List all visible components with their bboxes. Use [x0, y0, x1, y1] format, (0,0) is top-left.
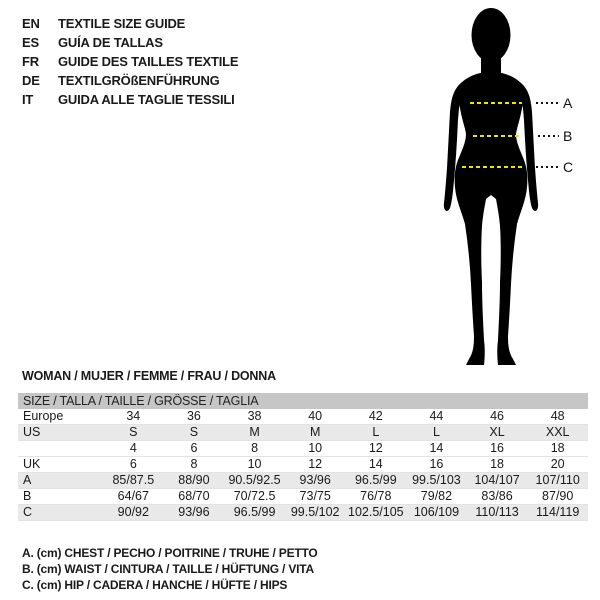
language-title: GUIDA ALLE TAGLIE TESSILI — [58, 92, 235, 107]
table-cell: 106/109 — [413, 505, 460, 519]
table-cell: 4 — [129, 441, 137, 455]
table-cell: 93/96 — [178, 505, 210, 519]
table-cell: 99.5/103 — [412, 473, 461, 487]
table-cell: 102.5/105 — [348, 505, 404, 519]
table-row-chest — [18, 473, 588, 489]
row-label: C — [23, 505, 33, 519]
measurement-legend — [22, 545, 318, 593]
table-cell: L — [372, 425, 380, 439]
table-cell: 14 — [429, 441, 444, 455]
table-cell: 8 — [190, 457, 198, 471]
language-code: IT — [22, 92, 34, 107]
table-header: SIZE / TALLA / TAILLE / GRÖSSE / TAGLIA — [18, 393, 588, 409]
table-row-uk — [18, 457, 588, 473]
table-cell: 12 — [308, 457, 323, 471]
table-cell: 48 — [550, 409, 565, 423]
table-cell: 6 — [190, 441, 198, 455]
table-cell: 68/70 — [178, 489, 210, 503]
row-label: Europe — [23, 409, 64, 423]
language-title: GUÍA DE TALLAS — [58, 35, 163, 50]
language-code: DE — [22, 73, 40, 88]
table-cell: L — [432, 425, 440, 439]
row-label: UK — [23, 457, 41, 471]
table-cell: 114/119 — [536, 505, 580, 519]
language-code: FR — [22, 54, 39, 69]
table-row-us-numeric — [18, 441, 588, 457]
table-cell: 18 — [550, 441, 565, 455]
section-title: WOMAN / MUJER / FEMME / FRAU / DONNA — [22, 369, 276, 383]
language-title: GUIDE DES TAILLES TEXTILE — [58, 54, 239, 69]
legend-waist: B. (cm) WAIST / CINTURA / TAILLE / HÜFTUNG / VITA — [22, 562, 314, 576]
table-cell: 99.5/102 — [290, 505, 340, 519]
chest-label: A — [563, 95, 573, 111]
waist-label: B — [563, 128, 573, 144]
table-cell: 87/90 — [542, 489, 574, 503]
table-row-europe — [18, 409, 588, 425]
table-cell: M — [309, 425, 321, 439]
table-cell: 64/67 — [117, 489, 149, 503]
table-cell: 6 — [129, 457, 137, 471]
table-cell: 36 — [186, 409, 201, 423]
size-table — [18, 393, 588, 521]
table-cell: 10 — [308, 441, 323, 455]
table-cell: 14 — [368, 457, 383, 471]
language-title: TEXTILGRÖßENFÜHRUNG — [58, 73, 220, 88]
legend-hip: C. (cm) HIP / CADERA / HANCHE / HÜFTE / HIPS — [22, 578, 288, 592]
table-cell: 40 — [308, 409, 323, 423]
table-cell: 18 — [490, 457, 505, 471]
row-label: US — [23, 425, 41, 439]
table-cell: 104/107 — [474, 473, 520, 487]
woman-silhouette-icon — [420, 0, 600, 380]
table-row-waist — [18, 489, 588, 505]
table-cell: 96.5/99 — [354, 473, 397, 487]
table-cell: 85/87.5 — [112, 473, 155, 487]
table-cell: 110/113 — [475, 505, 519, 519]
language-code: EN — [22, 16, 40, 31]
table-cell: M — [249, 425, 260, 439]
table-cell: 38 — [247, 409, 262, 423]
row-label: B — [23, 489, 32, 503]
language-row — [22, 33, 238, 52]
table-cell: 88/90 — [178, 473, 210, 487]
table-cell: 10 — [247, 457, 262, 471]
table-cell: XL — [489, 425, 505, 439]
table-cell: 46 — [490, 409, 505, 423]
table-cell: 70/72.5 — [233, 489, 276, 503]
hip-label: C — [563, 159, 574, 175]
table-cell: 93/96 — [299, 473, 331, 487]
table-cell: 34 — [126, 409, 141, 423]
table-cell: 73/75 — [299, 489, 331, 503]
table-cell: 16 — [429, 457, 444, 471]
table-cell: 96.5/99 — [233, 505, 276, 519]
table-cell: 90.5/92.5 — [228, 473, 281, 487]
table-cell: 83/86 — [481, 489, 513, 503]
table-cell: 76/78 — [360, 489, 392, 503]
row-label — [18, 441, 103, 456]
table-cell: 107/110 — [535, 473, 580, 487]
language-row — [22, 71, 238, 90]
language-title: TEXTILE SIZE GUIDE — [58, 16, 186, 31]
size-guide-figure — [420, 0, 600, 380]
table-cell: 12 — [368, 441, 383, 455]
language-list — [22, 14, 238, 109]
table-cell: XXL — [545, 425, 570, 439]
table-row-us — [18, 425, 588, 441]
language-code: ES — [22, 35, 39, 50]
table-row-hip — [18, 505, 588, 521]
language-row — [22, 52, 238, 71]
silhouette-body — [455, 72, 528, 365]
language-row — [22, 14, 238, 33]
table-cell: S — [129, 425, 138, 439]
table-cell: 79/82 — [420, 489, 453, 503]
table-cell: S — [189, 425, 199, 439]
table-cell: 8 — [251, 441, 259, 455]
table-cell: 42 — [368, 409, 383, 423]
table-cell: 44 — [429, 409, 444, 423]
table-cell: 90/92 — [117, 505, 149, 519]
language-row — [22, 90, 238, 109]
row-label: A — [23, 473, 32, 487]
table-cell: 16 — [490, 441, 505, 455]
silhouette-neck — [481, 46, 501, 76]
table-cell: 20 — [550, 457, 565, 471]
legend-chest: A. (cm) CHEST / PECHO / POITRINE / TRUHE / PETTO — [22, 546, 318, 560]
